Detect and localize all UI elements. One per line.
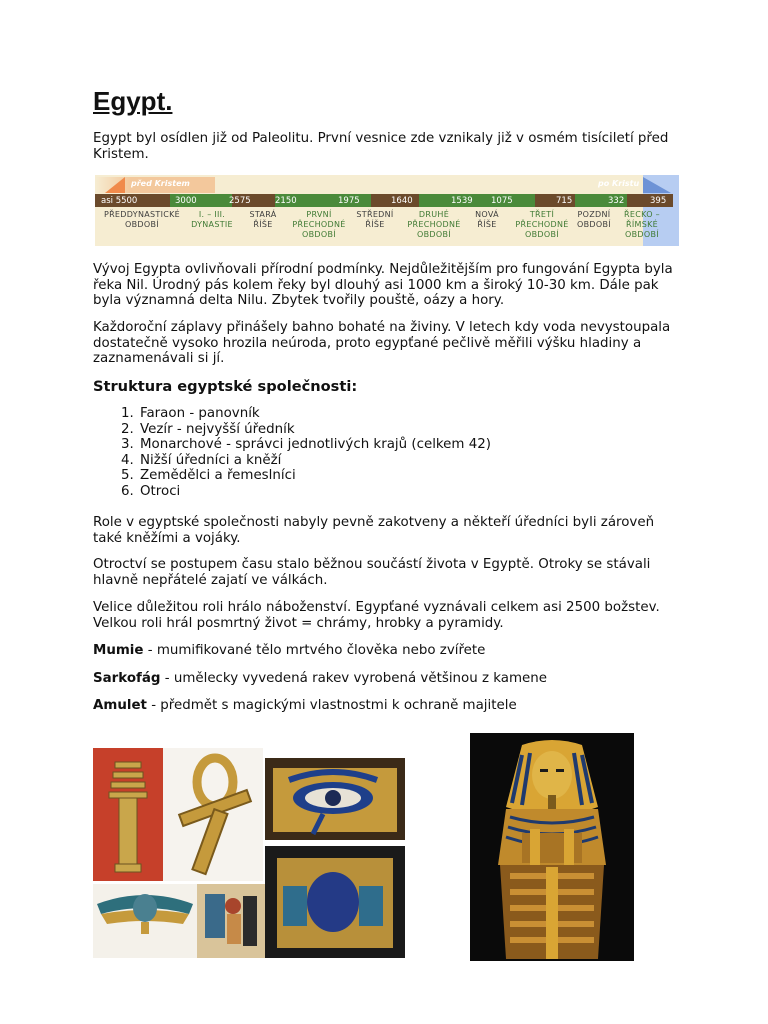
period-line: ŘÍŠE [253,220,273,229]
timeline-period [241,210,285,230]
timeline-segment [419,194,535,207]
timeline-period [97,210,187,230]
timeline-period [617,210,667,240]
period-line: OBDOBÍ [625,230,659,239]
period-line: PŘECHODNÉ [292,220,346,229]
period-line: NOVÁ [475,210,499,219]
after-christ-label: po Kristu [598,179,640,188]
period-line: ŘÍMSKÉ [626,220,658,229]
period-line: OBDOBÍ [417,230,451,239]
timeline-period [187,210,237,230]
list-item: 5. Zemědělci a řemeslníci [138,468,491,484]
period-line: I. – III. [198,210,226,219]
period-line: OBDOBÍ [125,220,159,229]
definition-text: - umělecky vyvedená rakev vyrobená většinou z kamene [160,671,547,686]
period-line: DYNASTIE [191,220,233,229]
period-line: PRVNÍ [306,210,332,219]
intro-paragraph: Egypt byl osídlen již od Paleolitu. První vesnice zde vznikaly již v osmém tisíciletí před Kristem. [93,131,669,162]
definition-text: - předmět s magickými vlastnostmi k ochraně majitele [146,698,517,713]
list-item: 3. Monarchové - správci jednotlivých krajů (celkem 42) [138,437,491,453]
timeline-period [351,210,399,230]
timeline-image [95,175,679,246]
timeline-year: 715 [556,196,573,206]
paragraph-otroctvi: Otroctví se postupem času stalo běžnou součástí života v Egyptě. Otroky se stávali hlavně nepřátelé zajatí ve válkách. [93,557,651,588]
list-item: 2. Vezír - nejvyšší úředník [138,422,491,438]
timeline-year: 2575 [229,196,251,206]
timeline-year: 332 [608,196,625,206]
timeline-year: 1075 [491,196,513,206]
sarcophagus-art [470,733,634,961]
timeline-year: 3000 [175,196,197,206]
timeline-period [403,210,465,240]
period-line: TŘETÍ [529,210,555,219]
period-line: OBDOBÍ [302,230,336,239]
definition-sarkofag [93,671,683,687]
timeline-year: 1640 [391,196,413,206]
paragraph-zaplavy: Každoroční záplavy přinášely bahno bohaté na živiny. V letech kdy voda nevystoupala dostatečně vysoko hrozila neúroda, proto egypťané pečlivě měřili výšku hladiny a zaznamenávali si jí. [93,320,671,366]
page-title: Egypt. [93,86,173,116]
definition-amulet [93,698,683,714]
timeline-year: 1975 [338,196,360,206]
term: Mumie [93,643,144,658]
period-line: PŘEDDYNASTICKÉ [103,210,181,219]
timeline-year: 1539 [451,196,473,206]
amulets-collage-art [93,736,405,958]
sarcophagus-image [470,733,634,961]
period-line: ŘECKO – [624,210,660,219]
paragraph-vyvoj: Vývoj Egypta ovlivňovali přírodní podmínky. Nejdůležitějším pro fungování Egypta byla řeka Nil. Úrodný pás kolem řeky byl dlouhý asi 1000 km a široký 10-30 km. Dále pak byla významná delta Nilu. Zbytek tvořily pouště, oázy a hory. [93,262,673,308]
period-line: DRUHÉ [418,210,450,219]
amulets-collage-image [93,736,405,958]
period-line: PŘECHODNÉ [515,220,569,229]
period-line: POZDNÍ [577,210,611,219]
paragraph-nabozenstvi: Velice důležitou roli hrálo náboženství. Egypťané vyznávali celkem asi 2500 božstev. Velkou roli hrál posmrtný život = chrámy, hrobky a pyramidy. [93,600,660,631]
period-line: OBDOBÍ [577,220,611,229]
society-list [93,406,491,499]
list-item: 4. Nižší úředníci a kněží [138,453,491,469]
list-item: 1. Faraon - panovník [138,406,491,422]
section-heading: Struktura egyptské společnosti: [93,378,358,395]
before-christ-label: před Kristem [131,179,190,188]
period-line: ŘÍŠE [365,220,385,229]
term: Amulet [93,698,147,713]
period-line: STŘEDNÍ [356,210,394,219]
timeline-year: 395 [650,196,667,206]
list-item: 6. Otroci [138,484,491,500]
definition-text: - mumifikované tělo mrtvého člověka nebo zvířete [143,643,486,658]
timeline-year: 2150 [275,196,297,206]
paragraph-role: Role v egyptské společnosti nabyly pevně zakotveny a někteří úředníci byli zároveň také kněžími a vojáky. [93,515,655,546]
timeline-period [289,210,349,240]
timeline-period [509,210,575,240]
period-line: ŘÍŠE [477,220,497,229]
period-line: STARÁ [249,210,277,219]
timeline-period [573,210,615,230]
definition-mumie [93,643,683,659]
period-line: OBDOBÍ [525,230,559,239]
term: Sarkofág [93,671,161,686]
timeline-year: asi 5500 [101,196,138,206]
period-line: PŘECHODNÉ [407,220,461,229]
timeline-period [467,210,507,230]
